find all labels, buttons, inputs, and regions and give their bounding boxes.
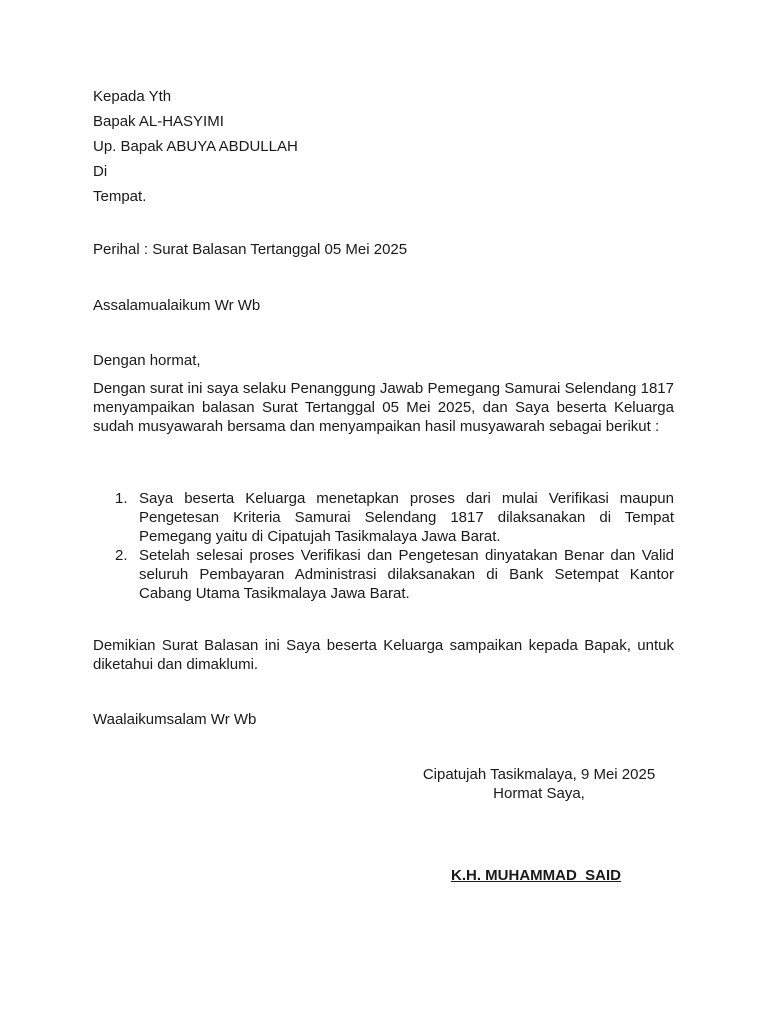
closing-paragraph: Demikian Surat Balasan ini Saya beserta Keluarga sampaikan kepada Bapak, untuk diketahui dan dimaklumi. [93, 637, 674, 673]
list-item-number: 1. [115, 490, 128, 507]
closing-greeting: Waalaikumsalam Wr Wb [93, 711, 257, 728]
recipient-line-4: Di [93, 163, 108, 180]
recipient-line-3: Up. Bapak ABUYA ABDULLAH [93, 138, 298, 155]
list-item-text: Setelah selesai proses Verifikasi dan Pengetesan dinyatakan Benar dan Valid seluruh Pembayaran Administrasi dilaksanakan di Bank Setempat Kantor Cabang Utama Tasikmalaya Jawa Barat. [139, 547, 674, 602]
salutation: Dengan hormat, [93, 352, 201, 369]
list-item [93, 546, 674, 603]
points-list [93, 489, 674, 603]
list-item [93, 489, 674, 546]
subject-line: Perihal : Surat Balasan Tertanggal 05 Mei 2025 [93, 241, 408, 258]
intro-paragraph: Dengan surat ini saya selaku Penanggung Jawab Pemegang Samurai Selendang 1817 menyampaikan balasan Surat Tertanggal 05 Mei 2025, dan Saya beserta Keluarga sudah musyawarah bersama dan menyampaikan hasil musyawarah sebagai berikut : [93, 380, 674, 435]
recipient-line-5: Tempat. [93, 188, 147, 205]
list-item-number: 2. [115, 547, 128, 564]
opening-greeting: Assalamualaikum Wr Wb [93, 297, 261, 314]
recipient-line-2: Bapak AL-HASYIMI [93, 113, 224, 130]
signatory-name: K.H. MUHAMMAD SAID [451, 867, 621, 884]
place-date: Cipatujah Tasikmalaya, 9 Mei 2025 [422, 766, 656, 783]
respect-line: Hormat Saya, [493, 785, 585, 802]
signature-block [409, 765, 669, 803]
recipient-line-1: Kepada Yth [93, 88, 172, 105]
list-item-text: Saya beserta Keluarga menetapkan proses dari mulai Verifikasi maupun Pengetesan Kriteria Samurai Selendang 1817 dilaksanakan di Tempat Pemegang yaitu di Cipatujah Tasikmalaya Jawa Barat. [139, 490, 674, 545]
recipient-block [93, 87, 298, 212]
